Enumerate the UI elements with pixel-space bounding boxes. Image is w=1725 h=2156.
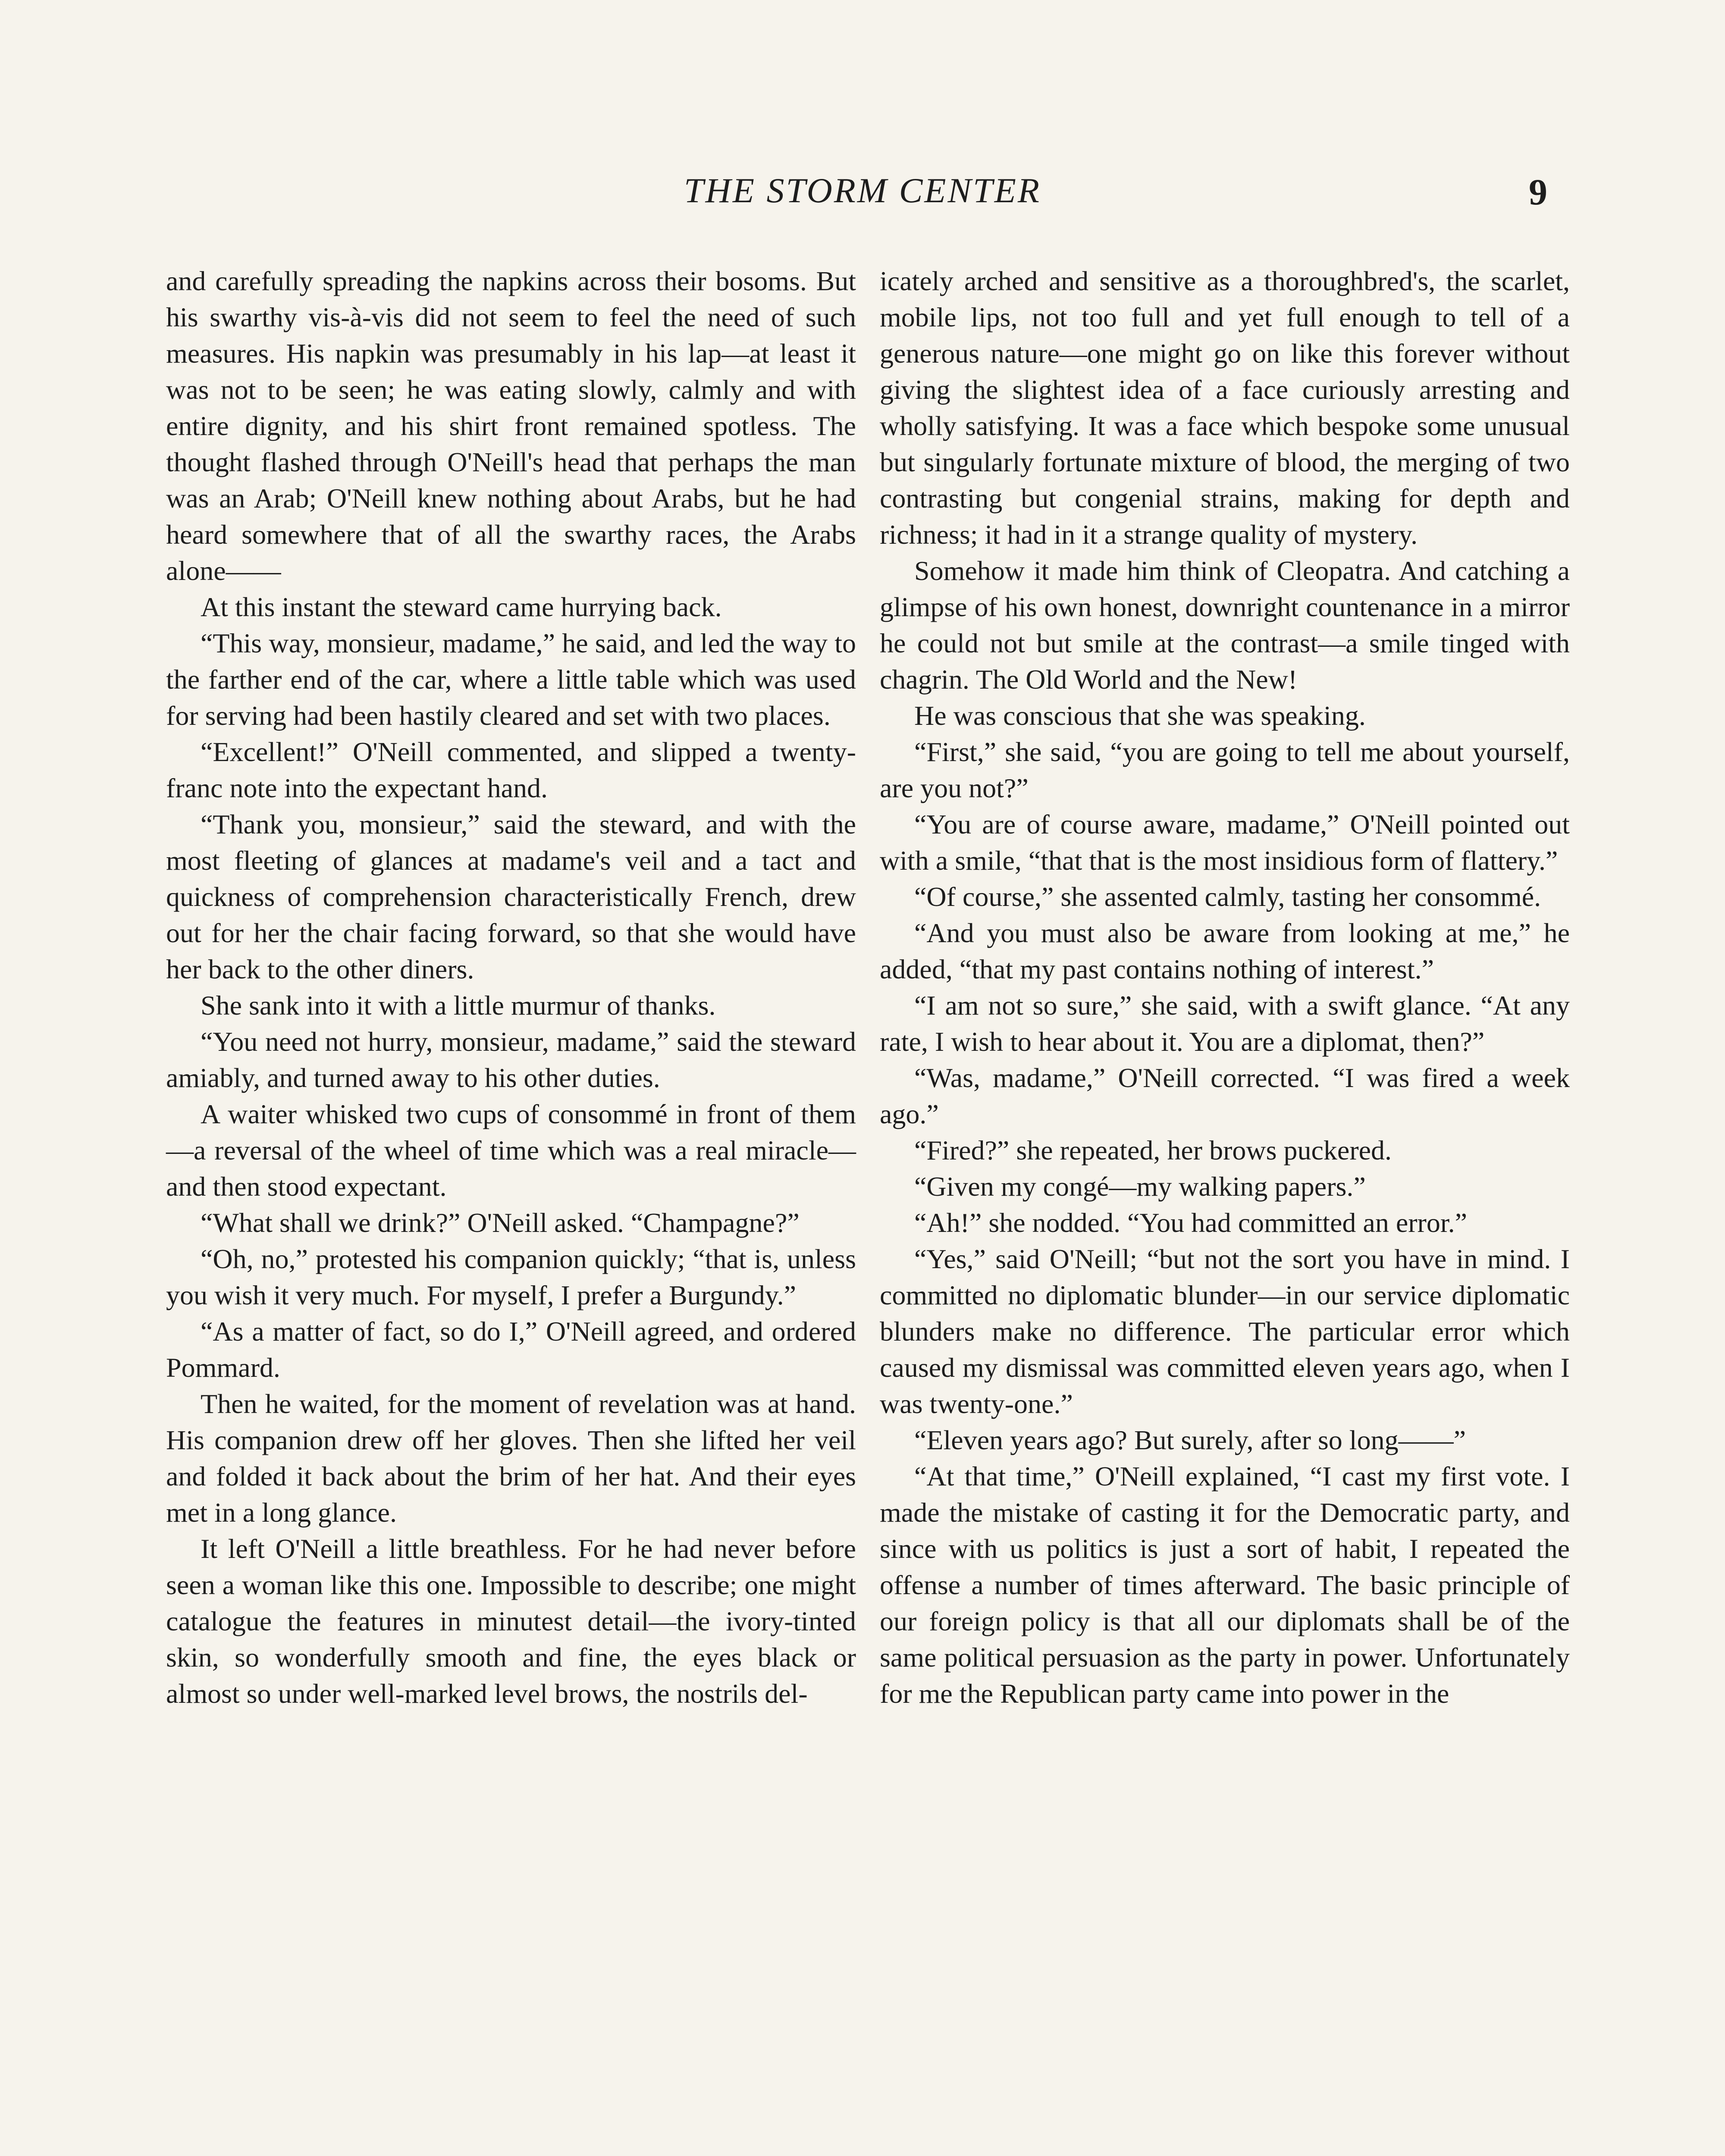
paragraph: “Given my congé—my walking papers.” (914, 1171, 1366, 1202)
paragraph: “Thank you, monsieur,” said the steward, and with the most fleeting of glances at madame's veil and a tact and quickness of comprehension characteristically French, drew out for her the chair facing forward, so that she would have her back to the other diners. (166, 809, 856, 984)
paragraph: and carefully spreading the napkins across their bosoms. But his swarthy vis-à-vis did not seem to feel the need of such measures. His napkin was presumably in his lap—at least it was not to be seen; he was eating slowly, calmly and with entire dignity, and his shirt front remained spotless. The thought flashed through O'Neill's head that perhaps the man was an Arab; O'Neill knew nothing about Arabs, but he had heard somewhere that of all the swarthy races, the Arabs alone—— (166, 266, 856, 586)
paragraph: “And you must also be aware from looking at me,” he added, “that my past contains nothing of interest.” (880, 918, 1570, 984)
paragraph: A waiter whisked two cups of consommé in front of them—a reversal of the wheel of time which was a real miracle—and then stood expectant. (166, 1099, 856, 1202)
paragraph: He was conscious that she was speaking. (914, 700, 1366, 731)
paragraph: At this instant the steward came hurrying back. (201, 592, 722, 622)
paragraph: “Ah!” she nodded. “You had committed an error.” (914, 1207, 1468, 1238)
paragraph: icately arched and sensitive as a thoroughbred's, the scarlet, mobile lips, not too full and yet full enough to tell of a generous nature—one might go on like this forever without giving the slightest idea of a face curiously arresting and wholly satisfying. It was a face which bespoke some unusual but singularly fortunate mixture of blood, the merging of two contrasting but congenial strains, making for depth and richness; it had in it a strange quality of mystery. (880, 266, 1570, 550)
paragraph: Somehow it made him think of Cleopatra. And catching a glimpse of his own honest, downright countenance in a mirror he could not but smile at the contrast—a smile tinged with chagrin. The Old World and the New! (880, 555, 1570, 695)
paragraph: It left O'Neill a little breathless. For he had never before seen a woman like this one. Impossible to describe; one might catalogue the features in minutest detail—the ivory-tinted skin, so wonderfully smooth and fine, the eyes black or almost so under well-marked level brows, the nostrils del- (166, 1533, 856, 1709)
paragraph: “Yes,” said O'Neill; “but not the sort you have in mind. I committed no diplomatic blunder—in our service diplomatic blunders make no difference. The particular error which caused my dismissal was committed eleven years ago, when I was twenty-one.” (880, 1244, 1570, 1419)
paragraph: “You need not hurry, monsieur, madame,” said the steward amiably, and turned away to his other duties. (166, 1026, 856, 1093)
paragraph: “What shall we drink?” O'Neill asked. “Champagne?” (201, 1207, 800, 1238)
paragraph: “Oh, no,” protested his companion quickly; “that is, unless you wish it very much. For myself, I prefer a Burgundy.” (166, 1244, 856, 1310)
paragraph: “As a matter of fact, so do I,” O'Neill agreed, and ordered Pommard. (166, 1316, 856, 1383)
paragraph: “Excellent!” O'Neill commented, and slipped a twenty-franc note into the expectant hand. (166, 736, 856, 803)
paragraph: “Was, madame,” O'Neill corrected. “I was fired a week ago.” (880, 1062, 1570, 1129)
paragraph: “Fired?” she repeated, her brows puckered. (914, 1135, 1392, 1166)
paragraph: “Eleven years ago? But surely, after so long——” (914, 1425, 1466, 1455)
paragraph: “You are of course aware, madame,” O'Neill pointed out with a smile, “that that is the most insidious form of flattery.” (880, 809, 1570, 876)
paragraph: She sank into it with a little murmur of thanks. (201, 990, 716, 1021)
paragraph: Then he waited, for the moment of revelation was at hand. His companion drew off her gloves. Then she lifted her veil and folded it back about the brim of her hat. And their eyes met in a long glance. (166, 1388, 856, 1528)
paragraph: “I am not so sure,” she said, with a swift glance. “At any rate, I wish to hear about it. You are a diplomat, then?” (880, 990, 1570, 1057)
paragraph: “First,” she said, “you are going to tell me about yourself, are you not?” (880, 736, 1570, 803)
paragraph: “Of course,” she assented calmly, tasting her consommé. (914, 881, 1541, 912)
paragraph: “At that time,” O'Neill explained, “I cast my first vote. I made the mistake of casting it for the Democratic party, and since with us politics is just a sort of habit, I repeated the offense a number of times afterward. The basic principle of our foreign policy is that all our diplomats shall be of the same political persuasion as the party in power. Unfortunately for me the Republican party came into power in the (880, 1461, 1570, 1709)
page-number: 9 (1529, 171, 1547, 213)
running-title: THE STORM CENTER (684, 171, 1041, 210)
right-column (880, 263, 1570, 1712)
left-column (166, 263, 856, 1712)
paragraph: “This way, monsieur, madame,” he said, and led the way to the farther end of the car, where a little table which was used for serving had been hastily cleared and set with two places. (166, 628, 856, 731)
